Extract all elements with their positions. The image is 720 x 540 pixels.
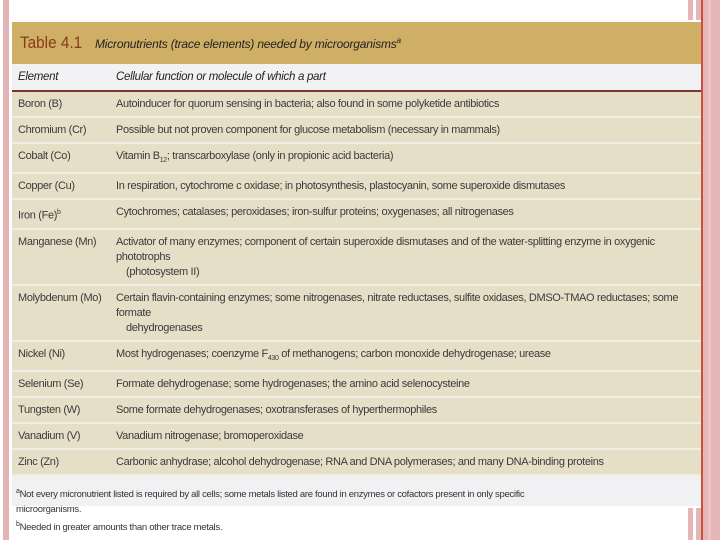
element-name: Vanadium (V): [18, 430, 81, 443]
element-cell: [12, 455, 116, 470]
function-cell: [116, 97, 701, 112]
element-cell: [12, 97, 116, 112]
subscript: 12: [159, 157, 167, 165]
right-decorative-line: [701, 0, 703, 540]
table-row: [12, 424, 701, 450]
column-header-element: Element: [18, 71, 59, 83]
element-name: Zinc (Zn): [18, 456, 59, 469]
function-cell: [116, 123, 701, 138]
function-cell: [116, 149, 701, 168]
table-row: [12, 398, 701, 424]
table-row: [12, 286, 701, 342]
function-text: Autoinducer for quorum sensing in bacteria; also found in some polyketide antibiotics: [116, 98, 499, 110]
footnote-mark: b: [57, 209, 61, 217]
top-decorative-strip: [688, 0, 693, 20]
function-text-continued: of methanogens; carbon monoxide dehydrogenase; urease: [278, 347, 551, 360]
function-cell: [116, 403, 701, 418]
function-text: Vitamin B: [116, 150, 160, 162]
function-text: Carbonic anhydrase; alcohol dehydrogenase; RNA and DNA polymerases; and many DNA-binding proteins: [116, 456, 604, 469]
function-text: Formate dehydrogenase; some hydrogenases; the amino acid selenocysteine: [116, 378, 470, 391]
column-header-function: Cellular function or molecule of which a part: [116, 71, 326, 83]
function-text: Certain flavin-containing enzymes; some nitrogenases, nitrate reductases, sulfite oxidases, DMSO-TMAO reductases; some formate: [116, 291, 679, 319]
element-cell: [12, 377, 116, 392]
table-row: [12, 342, 701, 372]
element-cell: [12, 179, 116, 194]
table-row: [12, 118, 701, 144]
footnote-text-wrap: microorganisms.: [16, 504, 82, 516]
element-name: Cobalt (Co): [18, 150, 71, 162]
footnote-text: Not every micronutrient listed is required by all cells; some metals listed are found in enzymes or cofactors present in only specific: [19, 489, 525, 501]
table-row: [12, 450, 701, 476]
function-text: Vanadium nitrogenase; bromoperoxidase: [116, 430, 304, 443]
function-text: Activator of many enzymes; component of certain superoxide dismutases and of the water-splitting enzyme in oxygenic phototrophs: [116, 235, 655, 263]
left-decorative-bar: [3, 0, 9, 540]
function-cell: [116, 179, 701, 194]
function-text: Some formate dehydrogenases; oxotransferases of hyperthermophiles: [116, 404, 437, 417]
element-cell: [12, 149, 116, 164]
table-row: [12, 174, 701, 200]
footnote-text: Needed in greater amounts than other trace metals.: [19, 522, 223, 534]
footnote: [16, 517, 697, 535]
element-cell: [12, 123, 116, 138]
element-name: Manganese (Mn): [18, 235, 97, 248]
element-cell: [12, 429, 116, 444]
table-row: [12, 144, 701, 174]
element-name: Copper (Cu): [18, 180, 75, 193]
element-name: Nickel (Ni): [18, 347, 65, 360]
function-text: Most hydrogenases; coenzyme F: [116, 347, 268, 360]
table-row: [12, 372, 701, 398]
function-cell: [116, 377, 701, 392]
function-text-wrap: dehydrogenases: [126, 321, 203, 334]
right-decorative-band: [703, 0, 720, 540]
table-title: [12, 22, 701, 64]
element-cell: [12, 205, 116, 224]
function-text-continued: ; transcarboxylase (only in propionic acid bacteria): [166, 150, 394, 162]
micronutrient-table: [12, 22, 701, 534]
element-name: Boron (B): [18, 98, 62, 110]
table-row: [12, 92, 701, 118]
subscript: 430: [267, 355, 279, 363]
function-cell: [116, 235, 701, 280]
function-cell: [116, 429, 701, 444]
table-body: [12, 92, 701, 476]
function-cell: [116, 347, 701, 366]
function-text: In respiration, cytochrome c oxidase; in photosynthesis, plastocyanin, some superoxide dismutases: [116, 180, 566, 193]
element-cell: [12, 235, 116, 250]
top-decorative-strip: [696, 0, 701, 20]
element-cell: [12, 347, 116, 362]
element-cell: [12, 403, 116, 418]
table-row: [12, 230, 701, 286]
footnote-mark: b: [16, 521, 20, 529]
caption-text: Micronutrients (trace elements) needed by microorganisms: [95, 36, 397, 51]
function-text: Possible but not proven component for glucose metabolism (necessary in mammals): [116, 124, 500, 136]
function-cell: [116, 455, 701, 470]
element-name: Molybdenum (Mo): [18, 291, 102, 304]
function-cell: [116, 205, 701, 220]
right-decorative-stripe: [708, 0, 711, 540]
table-number: Table 4.1: [20, 33, 83, 52]
element-cell: [12, 291, 116, 306]
element-name: Iron (Fe): [18, 209, 58, 222]
caption-footnote-mark: a: [396, 35, 401, 45]
function-text-wrap: (photosystem II): [126, 265, 200, 278]
table-footnotes: [12, 476, 701, 535]
element-name: Selenium (Se): [18, 378, 84, 391]
footnote-mark: a: [16, 488, 20, 496]
element-name: Chromium (Cr): [18, 124, 87, 136]
column-header-row: [12, 64, 701, 92]
function-cell: [116, 291, 701, 336]
table-row: [12, 200, 701, 230]
function-text: Cytochromes; catalases; peroxidases; iron-sulfur proteins; oxygenases; all nitrogenases: [116, 206, 514, 219]
table-caption: [95, 36, 401, 51]
footnote: [16, 484, 697, 517]
element-name: Tungsten (W): [18, 404, 81, 417]
